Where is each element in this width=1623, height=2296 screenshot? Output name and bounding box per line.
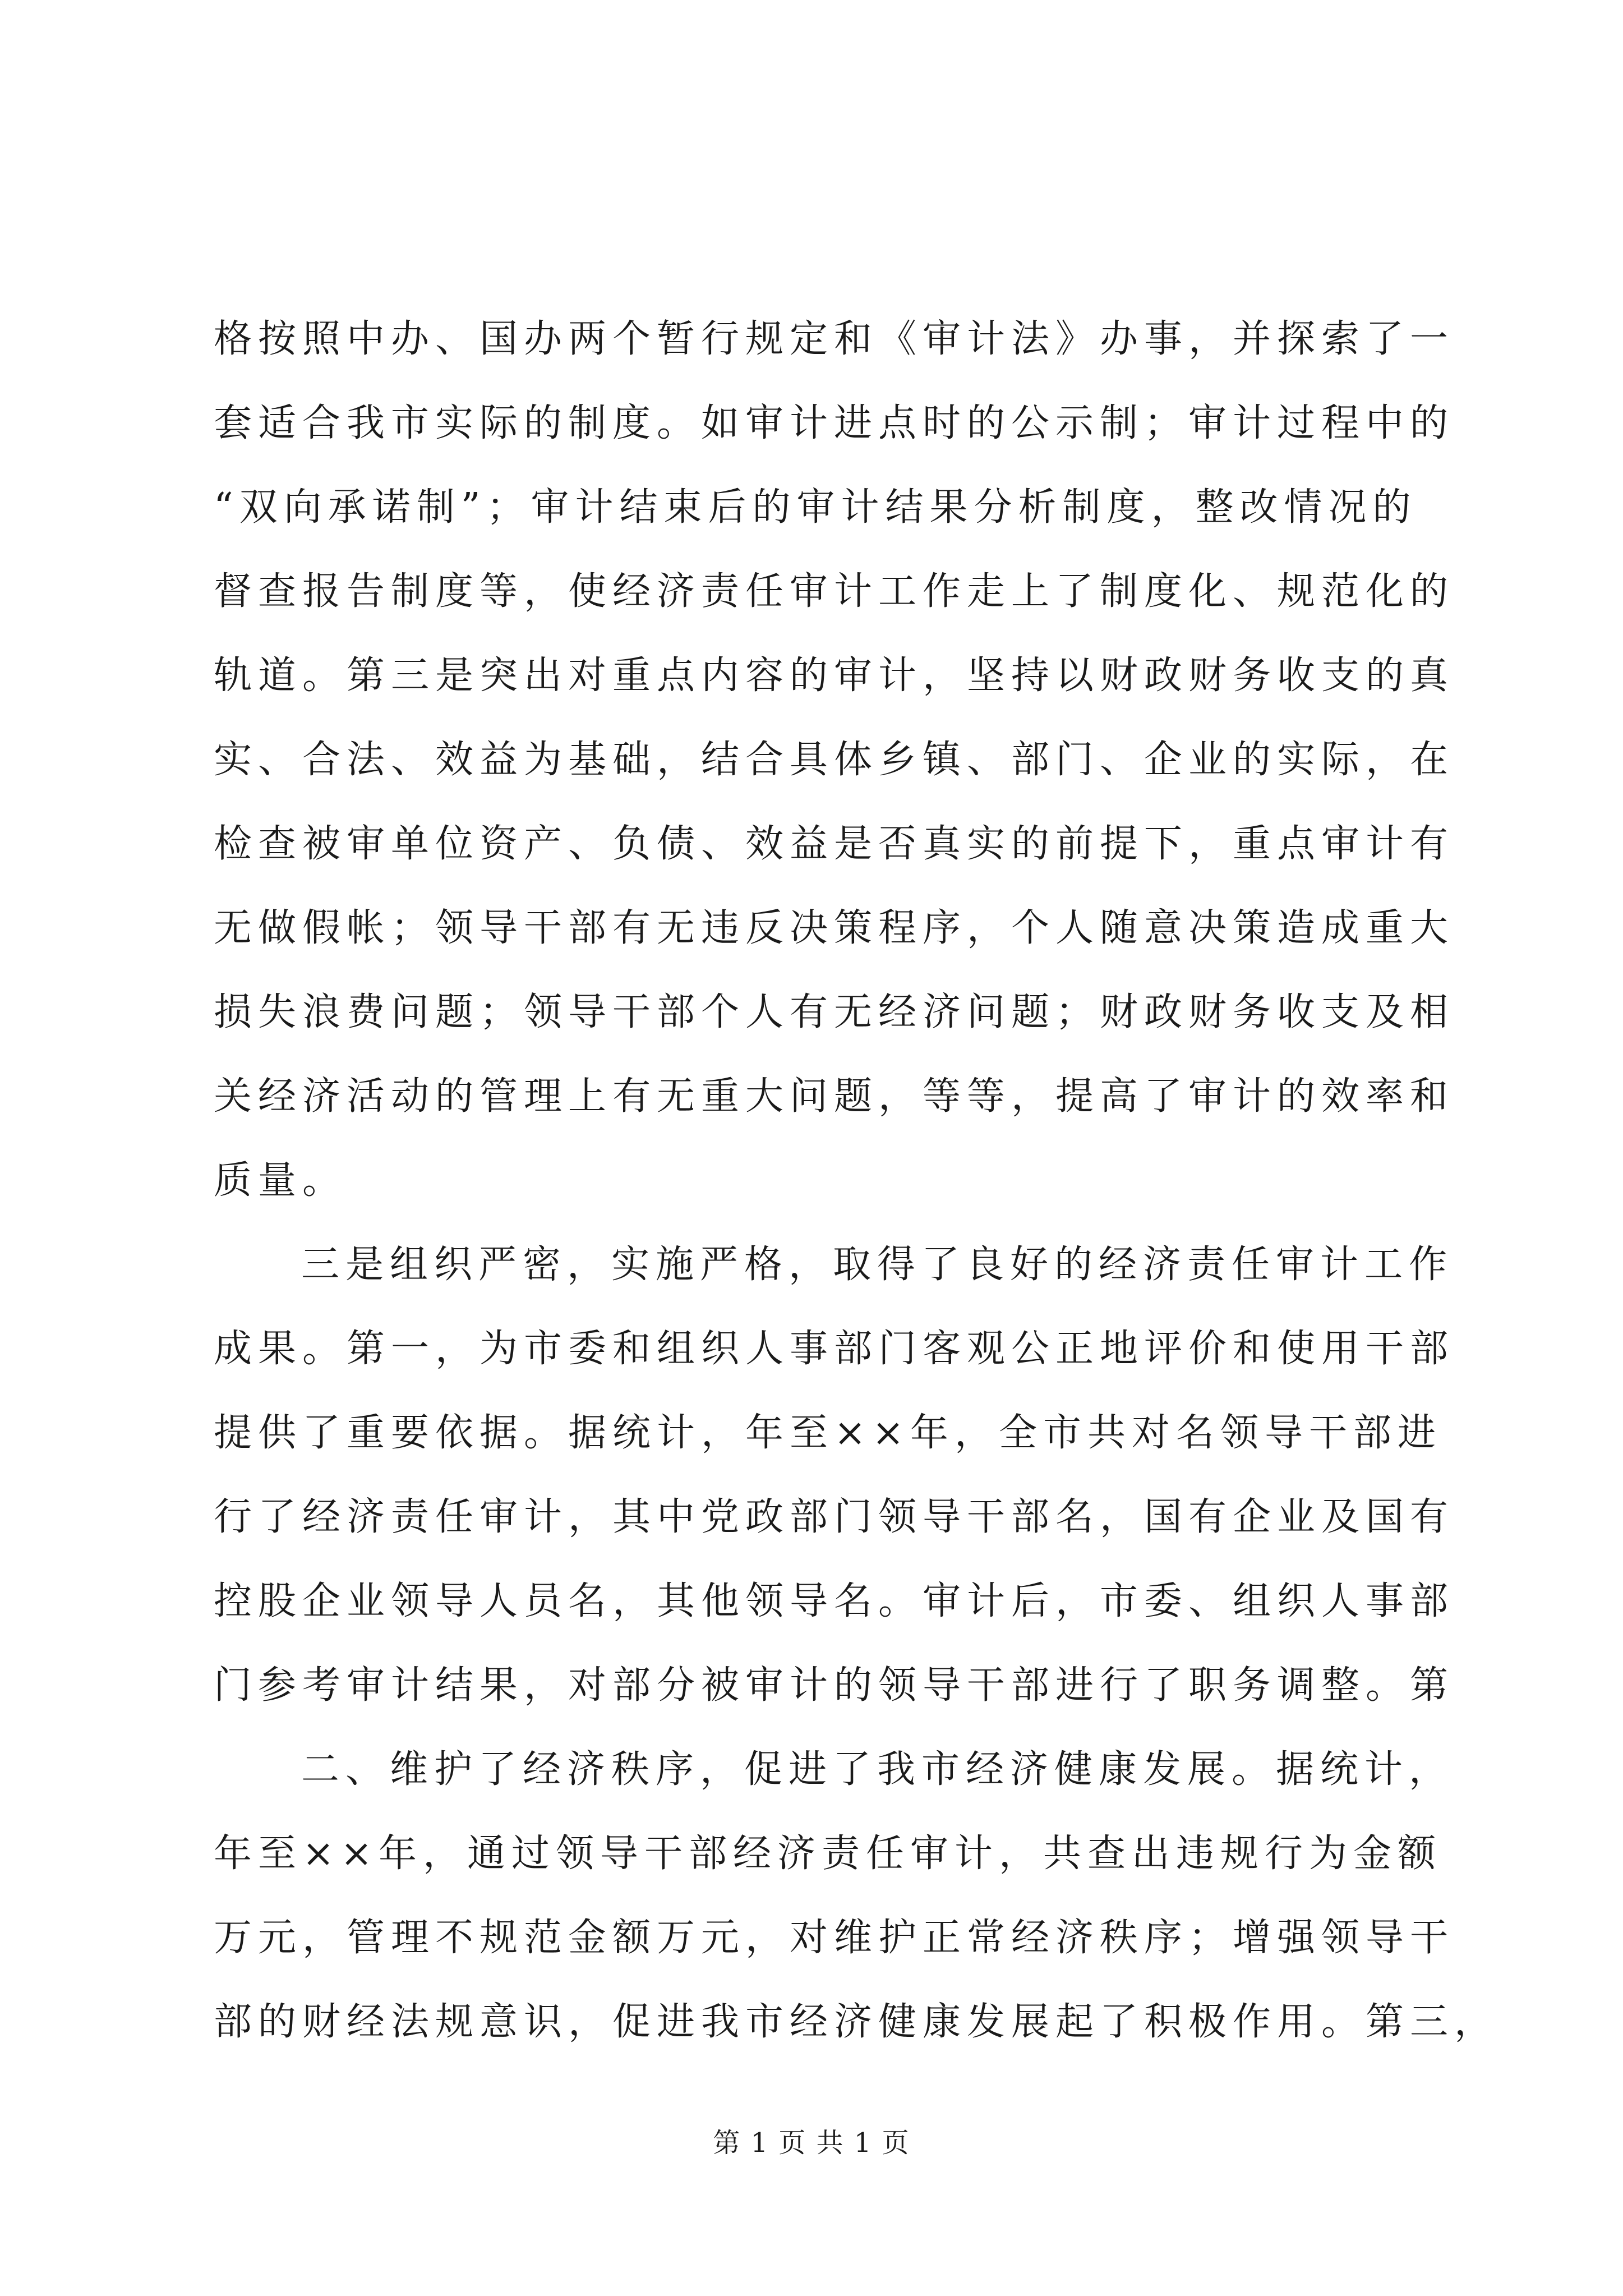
document-body: [214, 297, 1499, 2064]
text-line: 部的财经法规意识，促进我市经济健康发展起了积极作用。第三，: [214, 2000, 1499, 2044]
text-line: 行了经济责任审计，其中党政部门领导干部名，国有企业及国有: [214, 1495, 1455, 1539]
text-line: 检查被审单位资产、负债、效益是否真实的前提下，重点审计有: [214, 822, 1455, 866]
text-line: 损失浪费问题；领导干部个人有无经济问题；财政财务收支及相: [214, 990, 1455, 1034]
text-line: 督查报告制度等，使经济责任审计工作走上了制度化、规范化的: [214, 569, 1455, 614]
paragraph-start-line: 二、维护了经济秩序，促进了我市经济健康发展。据统计，: [301, 1747, 1454, 1792]
text-line: “双向承诺制”；审计结束后的审计结果分析制度，整改情况的: [214, 485, 1417, 530]
text-line: 轨道。第三是突出对重点内容的审计，坚持以财政财务收支的真: [214, 654, 1455, 698]
text-line: 实、合法、效益为基础，结合具体乡镇、部门、企业的实际，在: [214, 738, 1455, 782]
text-line: 套适合我市实际的制度。如审计进点时的公示制；审计过程中的: [214, 401, 1455, 445]
text-line: 万元，管理不规范金额万元，对维护正常经济秩序；增强领导干: [214, 1916, 1455, 1960]
text-line: 年至××年，通过领导干部经济责任审计，共查出违规行为金额: [214, 1832, 1442, 1876]
text-line: 质量。: [214, 1158, 347, 1203]
page-number-label: 第 1 页 共 1 页: [713, 2127, 910, 2159]
text-line: 无做假帐；领导干部有无违反决策程序，个人随意决策造成重大: [214, 906, 1455, 950]
text-line: 成果。第一，为市委和组织人事部门客观公正地评价和使用干部: [214, 1327, 1455, 1371]
text-line: 控股企业领导人员名，其他领导名。审计后，市委、组织人事部: [214, 1579, 1455, 1623]
text-line: 关经济活动的管理上有无重大问题，等等，提高了审计的效率和: [214, 1074, 1455, 1119]
text-line: 门参考审计结果，对部分被审计的领导干部进行了职务调整。第: [214, 1663, 1455, 1708]
text-line: 格按照中办、国办两个暂行规定和《审计法》办事，并探索了一: [214, 317, 1455, 361]
paragraph-start-line: 三是组织严密，实施严格，取得了良好的经济责任审计工作: [301, 1243, 1454, 1287]
page-footer: [0, 2126, 1623, 2160]
text-line: 提供了重要依据。据统计，年至××年，全市共对名领导干部进: [214, 1411, 1442, 1455]
